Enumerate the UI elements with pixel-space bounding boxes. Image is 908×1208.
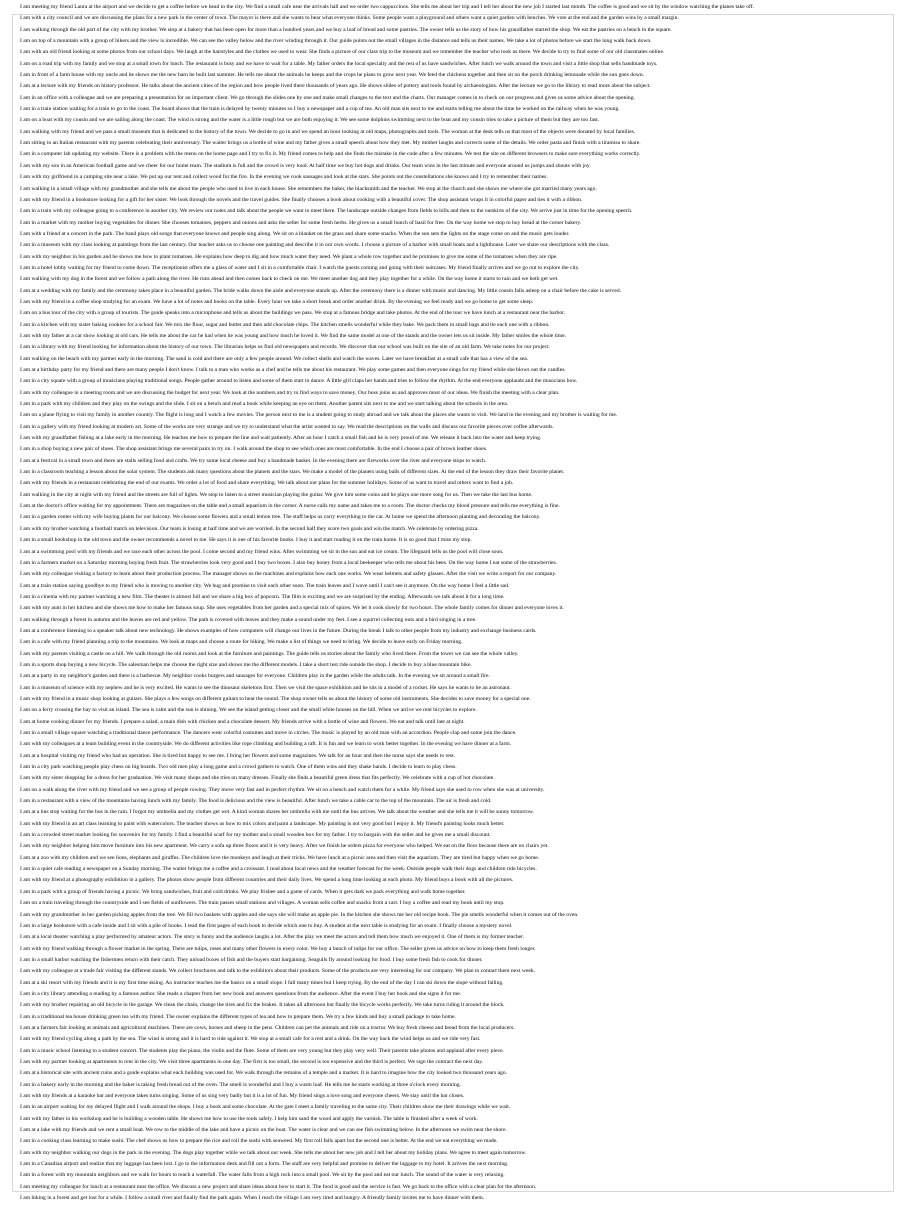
text-line: I am at the doctor's office waiting for my appointment. There are magazines on the table and a small aquarium in the corner. A nurse calls my name and takes me to a room. The doctor checks my blood pressure and tells me everything is fine. [20,503,560,510]
text-line: I am on top of a mountain with a group of hikers and the view is incredible. We can see the valley below and the river winding through it. Our guide points out the small villages in the distance and tells us their names. We take a lot of photos before we start the long walk back down. [20,38,652,45]
text-line: I am in a crowded street market looking for souvenirs for my family. I find a beautiful scarf for my mother and a small wooden box for my father. I try to bargain with the seller and he gives me a small discount. [20,832,491,839]
text-line: I am in an airport waiting for my delayed flight and I walk around the shops. I buy a book and some chocolate. At the gate I meet a family traveling to the same city. Their children show me their drawings while we wait. [20,1104,511,1111]
text-line: I am walking with my friend and we pass a small museum that is dedicated to the history of the town. We decide to go in and we spend an hour looking at old maps, photographs and tools. The woman at the desk tells us that most of the objects were donated by local families. [20,128,636,135]
text-line: I am with my neighbor walking our dogs in the park in the evening. The dogs play together while we talk about our week. She tells me about her new job and I tell her about my holiday plans. We agree to meet again tomorrow. [20,1149,527,1156]
text-line: I am at home cooking dinner for my friends. I prepare a salad, a main dish with chicken and a chocolate dessert. My friends arrive with a bottle of wine and flowers. We eat and talk until late at night. [20,718,465,725]
text-line: I am with my parents visiting a castle on a hill. We walk through the old rooms and look at the furniture and paintings. The guide tells us stories about the family who lived there. From the tower we can see the whole valley. [20,650,519,657]
text-line: I am sitting in an Italian restaurant with my parents celebrating their anniversary. The waiter brings us a bottle of wine and my father gives a small speech about how they met. My mother laughs and corrects some of the details. We order pasta and finish with a tiramisu to share. [20,140,641,147]
text-line: I am with my colleague visiting a factory to learn about their production process. The manager shows us the machines and explains how each one works. We wear helmets and safety glasses. After the visit we write a report for our company. [20,571,557,578]
text-line: I am at a lake with my friends and we rent a small boat. We row to the middle of the lake and have a picnic on the boat. The water is clear and we can see fish swimming below. In the afternoon we swim near the shore. [20,1127,507,1134]
text-line: I am with a city council and we are discussing the plans for a new park in the center of town. The mayor is there and she wants to hear what everyone thinks. Some people want a playground and others want a quiet garden with benches. We vote at the end and the garden wins by a small margin. [20,15,679,22]
text-line: I am on a ferry crossing the bay to visit an island. The sea is calm and the sun is shining. We see the island getting closer and the small white houses on the hill. When we arrive we rent bicycles to explore. [20,707,477,714]
text-line: I am with my neighbor helping him move furniture into his new apartment. We carry a sofa up three floors and it is very heavy. After we finish he orders pizza for everyone who helped. We eat on the floor because there are no chairs yet. [20,843,549,850]
text-line: I am in a cafe with my friend planning a trip to the mountains. We look at maps and choose a route for hiking. We make a list of things we need to bring. We decide to leave early on Friday morning. [20,639,463,646]
text-line: I am with my friends at a karaoke bar and everyone takes turns singing. Some of us sing very badly but it is a lot of fun. My friend sings a love song and everyone cheers. We stay until the bar closes. [20,1093,465,1099]
text-line: I am in a kitchen with my sister baking cookies for a school fair. We mix the flour, sugar and butter and then add chocolate chips. The kitchen smells wonderful while they bake. We pack them in small bags and tie each one with a ribbon. [20,321,550,328]
text-line: I am in a small village square watching a traditional dance performance. The dancers wear colorful costumes and move in circles. The music is played by an old man with an accordion. People clap and some join the dance. [20,730,517,736]
text-line: I am walking with my dog in the forest and we follow a path along the river. He runs ahead and then comes back to check on me. We meet another dog and they play together for a while. On the way home it starts to rain and we both get wet. [20,276,559,283]
text-line: I am with my brother repairing an old bicycle in the garage. We clean the chain, change the tires and fix the brakes. It takes all afternoon but finally the bicycle works perfectly. We take turns riding it around the block. [20,1002,505,1009]
text-line: I am in a park with my children and they play on the swings and the slide. I sit on a bench and read a book while keeping an eye on them. Another parent sits next to me and we start talking about the schools in the area. [20,401,509,408]
text-line: I am with a friend at a concert in the park. The band plays old songs that everyone knows and people sing along. We sit on a blanket on the grass and share some snacks. When the sun sets the lights on the stage come on and the music gets louder. [20,230,570,237]
text-line: I am in a cooking class learning to make sushi. The chef shows us how to prepare the rice and roll the sushi with seaweed. My first roll falls apart but the second one is better. At the end we eat everything we made. [20,1138,498,1145]
text-line: I am in a quiet cafe reading a newspaper on a Sunday morning. The waiter brings me a coffee and a croissant. I read about local news and the weather forecast for the week. Outside people walk their dogs and children ride bicycles. [20,866,537,873]
text-line: I am in a bakery early in the morning and the baker is taking fresh bread out of the oven. The smell is wonderful and I buy a warm loaf. He tells me he starts working at three o'clock every morning. [20,1081,461,1088]
text-line: I am in a hotel lobby waiting for my friend to come down. The receptionist offers me a glass of water and I sit in a comfortable chair. I watch the guests coming and going with their suitcases. My friend finally arrives and we go out to explore the city. [20,264,580,271]
text-line: I am meeting my colleague for lunch at a restaurant near the office. We discuss a new project and share ideas about how to start it. The food is good and the service is fast. We go back to the office with a clear plan for the afternoon. [20,1183,537,1190]
text-line: I am with my friend at a photography exhibition in a gallery. The photos show people from different countries and their daily lives. We spend a long time looking at each photo. My friend buys a book with all the pictures. [20,877,514,884]
text-line: I am with my son in an American football game and we cheer for our home team. The stadium is full and the crowd is very loud. At half time we buy hot dogs and drinks. Our team wins in the last minute and everyone around us jumps and shouts with joy. [20,162,591,169]
text-line: I am at a historical site with ancient ruins and a guide explains what each building was used for. We walk through the remains of a temple and a market. It is hard to imagine how the city looked two thousand years ago. [20,1070,508,1077]
text-line: I am with my friend in a coffee shop studying for an exam. We have a lot of notes and books on the table. Every hour we take a short break and order another drink. By the evening we feel ready and we go home to get some sleep. [20,298,534,305]
text-line: I am in a small harbor watching the fishermen return with their catch. They unload boxes of fish and the buyers start bargaining. Seagulls fly around looking for food. I buy some fresh fish to cook for dinner. [20,956,483,963]
text-line: I am in a sports shop buying a new bicycle. The salesman helps me choose the right size and shows me the different models. I take a short test ride outside the shop. I decide to buy a blue mountain bike. [20,661,472,668]
text-line: I am in a train station waiting for a train to go to the coast. The board shows that the train is delayed by twenty minutes so I buy a newspaper and a cup of tea. An old man sits next to me and starts telling me about the time he worked on the railway when he was young. [20,106,620,113]
text-line: I am at a festival in a small town and there are stalls selling food and crafts. We try some local cheese and buy a handmade basket. In the evening there are fireworks over the river and everyone stops to watch. [20,457,487,464]
document-body [20,2,884,1202]
text-line: I am in a city park watching people play chess on big boards. Two old men play a long game and a crowd gathers to watch. One of them wins and they shake hands. I decide to learn to play chess. [20,764,457,771]
text-line: I am hiking in a forest and get lost for a while. I follow a small river and finally find the path again. When I reach the village I am very tired and hungry. A friendly family invites me to have dinner with them. [20,1195,485,1202]
text-line: I am in a restaurant with a view of the mountains having lunch with my family. The food is delicious and the view is beautiful. After lunch we take a cable car to the top of the mountain. The air is fresh and cold. [20,798,492,805]
text-line: I am with my grandfather fishing at a lake early in the morning. He teaches me how to prepare the line and wait patiently. After an hour I catch a small fish and he is very proud of me. We release it back into the water and keep trying. [20,435,542,442]
text-line: I am at a party in my neighbor's garden and there is a barbecue. My neighbor cooks burgers and sausages for everyone. Children play in the garden while the adults talk. In the evening we sit around a small fire. [20,673,490,680]
text-line: I am at a farmers fair looking at animals and agricultural machines. There are cows, horses and sheep in the pens. Children can pet the animals and ride on a tractor. We buy fresh cheese and bread from the local producers. [20,1024,515,1031]
text-line: I am on a boat with my cousin and we are sailing along the coast. The wind is strong and the water is a little rough but we are both enjoying it. We see some dolphins swimming next to the boat and my cousin tries to take a picture of them but they are too fast. [20,117,600,124]
text-line: I am with my friend in an art class learning to paint with watercolors. The teacher shows us how to mix colors and paint a landscape. My painting is not very good but I enjoy it. My friend's painting looks much better. [20,820,505,827]
text-line: I am at a swimming pool with my friends and we race each other across the pool. I come second and my friend wins. After swimming we sit in the sun and eat ice cream. The lifeguard tells us the pool will close soon. [20,548,504,555]
text-line: I am at a birthday party for my friend and there are many people I don't know. I talk to a man who works as a chef and he tells me about his restaurant. We play some games and then everyone sings for my friend while she blows out the candles. [20,367,566,373]
text-line: I am on a bus tour of the city with a group of tourists. The guide speaks into a microphone and tells us about the buildings we pass. We stop at a famous bridge and take photos. At the end of the tour we have lunch at a restaurant near the harbor. [20,310,566,317]
text-line: I am with my neighbor in his garden and he shows me how to plant tomatoes. He explains how deep to dig and how much water they need. We plant a whole row together and he promises to give me some of the tomatoes when they are ripe. [20,253,558,260]
text-line: I am in a shop buying a new pair of shoes. The shop assistant brings me several pairs to try on. I walk around the shop to see which ones are most comfortable. In the end I choose a pair of brown leather shoes. [20,446,488,453]
text-line: I am at a bus stop waiting for the bus in the rain. I forgot my umbrella and my clothes get wet. A kind woman shares her umbrella with me until the bus arrives. We talk about the weather and she tells me it will be sunny tomorrow. [20,809,534,816]
text-line: I am in a park with a group of friends having a picnic. We bring sandwiches, fruit and cold drinks. We play frisbee and a game of cards. When it gets dark we pack everything and walk home together. [20,888,466,895]
text-line: I am walking through a forest in autumn and the leaves are red and yellow. The path is covered with leaves and they make a sound under my feet. I see a squirrel collecting nuts and a bird singing in a tree. [20,616,477,623]
text-line: I am with my girlfriend in a camping site near a lake. We put up our tent and collect wood for the fire. In the evening we cook sausages and look at the stars. She points out the constellations she knows and I try to remember their names. [20,174,548,181]
text-line: I am at a hospital visiting my friend who had an operation. She is tired but happy to see me. I bring her flowers and some magazines. We talk for an hour and then the nurse says she needs to rest. [20,752,456,759]
text-line: I am with my sister shopping for a dress for her graduation. We visit many shops and she tries on many dresses. Finally she finds a beautiful green dress that fits perfectly. We celebrate with a cup of hot chocolate. [20,775,495,782]
text-line: I am in a computer lab updating my website. There is a problem with the menu on the home page and I try to fix it. My friend comes to help and she finds the mistake in the code after a few minutes. We test the site on different browsers to make sure everything works correctly. [20,151,641,158]
text-line: I am in a city square with a group of musicians playing traditional songs. People gather around to listen and some of them start to dance. A little girl claps her hands and tries to follow the rhythm. At the end everyone applauds and the musicians bow. [20,378,578,385]
text-line: I am at a train station saying goodbye to my friend who is moving to another city. We hug and promise to visit each other soon. The train leaves and I wave until I can't see it anymore. On the way home I feel a little sad. [20,582,510,589]
text-line: I am in a market with my mother buying vegetables for dinner. She chooses tomatoes, peppers and onions and asks the seller for some fresh herbs. He gives us a small bunch of basil for free. On the way home we stop to buy bread at the corner bakery. [20,219,582,226]
text-line: I am with my grandmother in her garden picking apples from the tree. We fill two baskets with apples and she says she will make an apple pie. In the kitchen she shows me her old recipe book. The pie smells wonderful when it comes out of the oven. [20,911,579,918]
text-line: I am in a small bookshop in the old town and the owner recommends a novel to me. He says it is one of his favorite books. I buy it and start reading it on the train home. It is so good that I miss my stop. [20,537,472,544]
text-line: I am with my friend in a music shop looking at guitars. She plays a few songs on different guitars to hear the sound. The shop owner tells us about the history of some old instruments. She decides to save money for a special one. [20,695,531,702]
text-line: I am in a train with my colleague going to a conference in another city. We review our notes and talk about the people we want to meet there. The landscape outside changes from fields to hills and then to the outskirts of the city. We arrive just in time for the opening speech. [20,208,633,215]
text-line: I am in an office with a colleague and we are preparing a presentation for an important client. We go through the slides one by one and make small changes to the text and the charts. Our manager comes in to check on our progress and gives us some advice about the opening. [20,94,635,101]
text-line: I am in a cinema with my partner watching a new film. The theater is almost full and we share a big box of popcorn. The film is exciting and we are surprised by the ending. Afterwards we talk about it for a long time. [20,593,505,600]
text-line: I am meeting my friend Laura at the airport and we decide to get a coffee before we head to the city. We find a small cafe near the arrivals hall and we order two cappuccinos. She tells me about her trip and I tell her about the new job I started last month. The coffee is good and we sit by the window watching the planes take off. [20,4,754,10]
text-line: I am walking in the city at night with my friend and the streets are full of lights. We stop to listen to a street musician playing the guitar. We give him some coins and he plays one more song for us. Then we take the last bus home. [20,491,533,498]
text-line: I am on a road trip with my family and we stop at a small town for lunch. The restaurant is busy and we have to wait for a table. My father orders the local specialty and the rest of us have sandwiches. After lunch we walk around the town and visit a little shop that sells handmade toys. [20,60,658,67]
text-line: I am with my colleague at a trade fair visiting the different stands. We collect brochures and talk to the exhibitors about their products. Some of the products are very interesting for our company. We plan to contact them next week. [20,968,536,975]
text-line: I am at a lecture with my friends on history professor. He talks about the ancient cities of the region and how people lived there thousands of years ago. He shows slides of pottery and tools found by archaeologists. After the lecture we go to the library to read more about the subject. [20,83,651,90]
text-line: I am in a classroom teaching a lesson about the solar system. The students ask many questions about the planets and the stars. We make a model of the planets using balls of different sizes. At the end of the lesson they draw their favorite planet. [20,469,565,476]
text-line: I am with my brother watching a football match on television. Our team is losing at half time and we are worried. In the second half they score two goals and win the match. We celebrate by ordering pizza. [20,525,479,532]
text-line: I am with my colleague in a meeting room and we are discussing the budget for next year. We look at the numbers and try to find ways to save money. Our boss joins us and approves most of our ideas. We finish the meeting with a clear plan. [20,389,560,396]
text-line: I am walking on the beach with my partner early in the morning. The sand is cold and there are only a few people around. We collect shells and watch the waves. Later we have breakfast at a small cafe that has a view of the sea. [20,355,529,362]
text-line: I am in a large bookstore with a cafe inside and I sit with a pile of books. I read the first pages of each book to decide which one to buy. A student at the next table is studying for an exam. I finally choose a mystery novel. [20,922,513,929]
text-line: I am in a farmers market on a Saturday morning buying fresh fruit. The strawberries look very good and I buy two boxes. I also buy honey from a local beekeeper who tells me about his bees. On the way home I eat some of the strawberries. [20,559,558,566]
text-line: I am on a plane flying to visit my family in another country. The flight is long and I watch a few movies. The person next to me is a student going to study abroad and we talk about the places she wants to visit. We land in the evening and my brother is waiting for me. [20,412,618,419]
text-line: I am on a walk along the river with my friend and we see a group of people rowing. They move very fast and in perfect rhythm. We sit on a bench and watch them for a while. My friend says she used to row when she was at university. [20,786,545,793]
text-line: I am on a train traveling through the countryside and I see fields of sunflowers. The train passes small stations and villages. A woman sells coffee and snacks from a cart. I buy a coffee and read my book until my stop. [20,900,505,907]
text-line: I am with my aunt in her kitchen and she shows me how to make her famous soup. She uses vegetables from her garden and a special mix of spices. We let it cook slowly for two hours. The whole family comes for dinner and everyone loves it. [20,605,564,612]
text-line: I am in a music school listening to a student concert. The students play the piano, the violin and the flute. Some of them are very young but they play very well. Their parents take photos and applaud after every piece. [20,1047,504,1054]
text-line: I am at a local theater watching a play performed by amateur actors. The story is funny and the audience laughs a lot. After the play we meet the actors and tell them how much we enjoyed it. One of them is my former teacher. [20,934,525,941]
text-line: I am in a city library attending a reading by a famous author. She reads a chapter from her new book and answers questions from the audience. After the event I buy her book and she signs it for me. [20,990,462,997]
text-line: I am with my friend walking through a flower market in the spring. There are tulips, roses and many other flowers in every color. We buy a bunch of tulips for our office. The seller gives us advice on how to keep them fresh longer. [20,945,536,952]
text-line: I am with my friends in a restaurant celebrating the end of our exams. We order a lot of food and share everything. We talk about our plans for the summer holidays. Some of us want to travel and others want to find a job. [20,480,514,487]
text-line: I am with my partner looking at apartments to rent in the city. We visit three apartments in one day. The first is too small, the second is too expensive and the third is perfect. We sign the contract the next day. [20,1058,484,1065]
text-line: I am walking in a small village with my grandmother and she tells me about the people who used to live in each house. She remembers the baker, the blacksmith and the teacher. We stop at the church and she shows me where she got married many years ago. [20,185,597,192]
text-line: I am in a library with my friend looking for information about the history of our town. The librarian helps us find old newspapers and records. We discover that our school was built on the site of an old farm. We take notes for our project. [20,344,550,351]
text-line: I am with an old friend looking at some photos from our school days. We laugh at the hairstyles and the clothes we used to wear. She finds a picture of our class trip to the museum and we remember the teacher who took us there. We decide to try to find some of our old classmates online. [20,49,665,56]
text-line: I am in front of a farm house with my uncle and he shows me the new barn he built last summer. He tells me about the animals he keeps and the crops he plans to grow next year. We feed the chickens together and then sit on the porch drinking lemonade while the sun goes down. [20,72,645,79]
text-line: I am in a forest with my mountain neighbors and we walk for hours to reach a waterfall. The water falls from a high rock into a small pool. We sit by the pool and eat our lunch. The sound of the water is very relaxing. [20,1172,505,1179]
text-line: I am in a traditional tea house drinking green tea with my friend. The owner explains the different types of tea and how to prepare them. We try a few kinds and buy a small package to take home. [20,1013,456,1020]
text-line: I am at a conference listening to a speaker talk about new technology. He shows examples of how computers will change our lives in the future. During the break I talk to other people from my industry and exchange business cards. [20,627,537,634]
text-line: I am in a garden center with my wife buying plants for our balcony. We choose some flowers and a small lemon tree. The staff helps us carry everything to the car. At home we spend the afternoon planting and decorating the balcony. [20,514,541,521]
text-line: I am in a museum of science with my nephew and he is very excited. He wants to see the dinosaur skeletons first. Then we visit the space exhibition and he sits in a model of a rocket. He says he wants to be an astronaut. [20,684,511,691]
text-line: I am at a ski resort with my friends and it is my first time skiing. An instructor teaches me the basics on a small slope. I fall many times but I keep trying. By the end of the day I can ski down the slope without falling. [20,979,504,986]
text-line: I am in a museum with my class looking at paintings from the last century. Our teacher asks us to choose one painting and describe it in our own words. I choose a picture of a harbor with small boats and a lighthouse. Later we share our descriptions with the class. [20,242,610,249]
text-line: I am walking through the old part of the city with my brother. We stop at a bakery that has been open for more than a hundred years and we buy a loaf of bread and some pastries. The owner tells us the story of how his grandfather started the shop. We eat the pastries on a bench in the square. [20,26,672,33]
text-line: I am with my father at a car show looking at old cars. He tells me about the car he had when he was young and how much he loved it. We find the same model at one of the stands and the owner lets us sit inside. My father smiles the whole time. [20,332,567,339]
text-line: I am with my friend in a bookstore looking for a gift for her sister. We look through the novels and the travel guides. She finally chooses a book about cooking with a beautiful cover. The shop assistant wraps it in colorful paper and ties it with a ribbon. [20,196,583,203]
text-line: I am with my friend cycling along a path by the sea. The wind is strong and it is hard to ride against it. We stop at a small cafe for a rest and a drink. On the way back the wind helps us and we ride very fast. [20,1036,481,1043]
text-line: I am in a gallery with my friend looking at modern art. Some of the works are very strange and we try to understand what the artist wanted to say. We read the descriptions on the walls and discuss our favorite pieces over coffee afterwards. [20,423,554,430]
text-line: I am with my colleagues at a team building event in the countryside. We do different activities like rope climbing and building a raft. It is fun and we learn to work better together. In the evening we have dinner at a farm. [20,741,512,748]
text-line: I am with my father in his workshop and he is building a wooden table. He shows me how to use the tools safely. I help him sand the wood and apply the varnish. The table is finished after a week of work. [20,1115,478,1122]
text-line: I am at a wedding with my family and the ceremony takes place in a beautiful garden. The bride walks down the aisle and everyone stands up. After the ceremony there is a dinner with music and dancing. My little cousin falls asleep on a chair before the cake is served. [20,287,622,294]
text-line: I am in a Canadian airport and realize that my luggage has been lost. I go to the information desk and fill out a form. The staff are very helpful and promise to deliver the luggage to my hotel. It arrives the next morning. [20,1161,509,1168]
text-line: I am at a zoo with my children and we see lions, elephants and giraffes. The children love the monkeys and laugh at their tricks. We have lunch at a picnic area and then visit the aquarium. They are tired but happy when we go home. [20,854,540,861]
